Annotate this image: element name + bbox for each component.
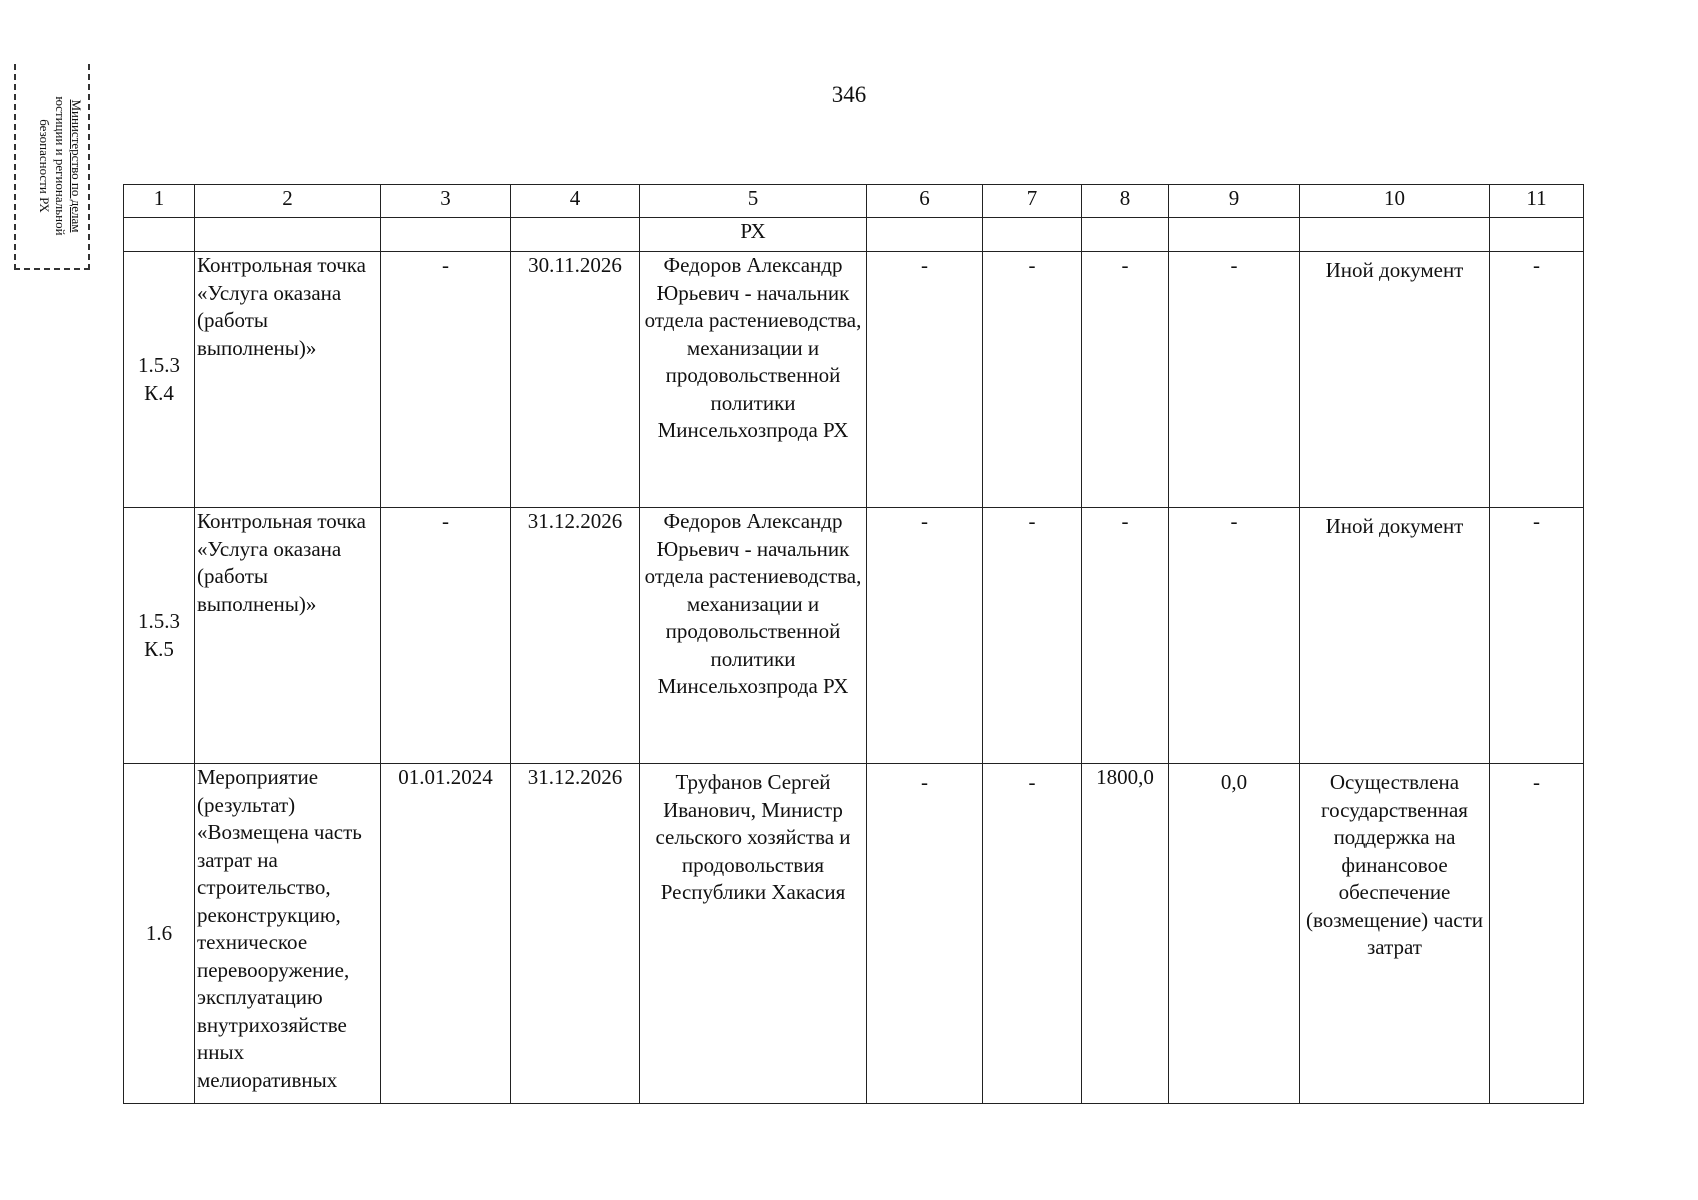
- cell-col7: -: [983, 252, 1082, 508]
- column-header: 1: [124, 185, 195, 218]
- column-header: 11: [1490, 185, 1584, 218]
- end-date: 31.12.2026: [511, 764, 640, 1104]
- table-row: [124, 252, 1584, 508]
- row-number: 1.6: [124, 764, 195, 1104]
- cell-col8: -: [1082, 252, 1169, 508]
- cell-col9: -: [1169, 252, 1300, 508]
- start-date: -: [381, 508, 511, 764]
- column-header: 2: [195, 185, 381, 218]
- column-header: 6: [867, 185, 983, 218]
- stamp-line-2: юстиции и региональной: [53, 96, 68, 236]
- end-date: 31.12.2026: [511, 508, 640, 764]
- cell-col6: -: [867, 508, 983, 764]
- cell-col6: -: [867, 764, 983, 1104]
- cell-col11: -: [1490, 764, 1584, 1104]
- cell-col7: -: [983, 508, 1082, 764]
- cell-col8: 1800,0: [1082, 764, 1169, 1104]
- column-header: 7: [983, 185, 1082, 218]
- cell-col6: -: [867, 252, 983, 508]
- cell-col11: -: [1490, 252, 1584, 508]
- cell-col11: -: [1490, 508, 1584, 764]
- column-number-row: [124, 185, 1584, 218]
- responsible: Федоров Александр Юрьевич - начальник отдела растениеводства, механизации и продовольственной политики Минсельхозпрода РХ: [640, 252, 867, 508]
- row-title: Мероприятие (результат) «Возмещена часть затрат на строительство, реконструкцию, техническое перевооружение, эксплуатацию внутрихозяйстве нных мелиоративных: [195, 764, 381, 1104]
- page-number: 346: [831, 82, 867, 107]
- row-number: 1.5.3 К.4: [124, 252, 195, 508]
- table-row: [124, 764, 1584, 1104]
- result-document: Иной документ: [1300, 508, 1490, 764]
- cell-col9: -: [1169, 508, 1300, 764]
- start-date: -: [381, 252, 511, 508]
- responsible: Труфанов Сергей Иванович, Министр сельского хозяйства и продовольствия Республики Хакасия: [640, 764, 867, 1104]
- row-title: Контрольная точка «Услуга оказана (работы выполнены)»: [195, 508, 381, 764]
- column-header: 4: [511, 185, 640, 218]
- cell-col8: -: [1082, 508, 1169, 764]
- end-date: 30.11.2026: [511, 252, 640, 508]
- plan-table: [123, 184, 1584, 1104]
- start-date: 01.01.2024: [381, 764, 511, 1104]
- cell-col7: -: [983, 764, 1082, 1104]
- result-document: Иной документ: [1300, 252, 1490, 508]
- responsible: Федоров Александр Юрьевич - начальник отдела растениеводства, механизации и продовольственной политики Минсельхозпрода РХ: [640, 508, 867, 764]
- continuation-row: [124, 218, 1584, 252]
- row-number: 1.5.3 К.5: [124, 508, 195, 764]
- result-document: Осуществлена государственная поддержка на финансовое обеспечение (возмещение) части затрат: [1300, 764, 1490, 1104]
- stamp-line-1: Министерство по делам: [69, 99, 84, 233]
- registration-stamp: [14, 64, 90, 270]
- row-title: Контрольная точка «Услуга оказана (работы выполнены)»: [195, 252, 381, 508]
- continuation-cell: РХ: [640, 218, 867, 252]
- cell-col9: 0,0: [1169, 764, 1300, 1104]
- table-row: [124, 508, 1584, 764]
- column-header: 9: [1169, 185, 1300, 218]
- column-header: 5: [640, 185, 867, 218]
- column-header: 3: [381, 185, 511, 218]
- column-header: 8: [1082, 185, 1169, 218]
- stamp-line-3: безопасности РХ: [37, 119, 52, 213]
- column-header: 10: [1300, 185, 1490, 218]
